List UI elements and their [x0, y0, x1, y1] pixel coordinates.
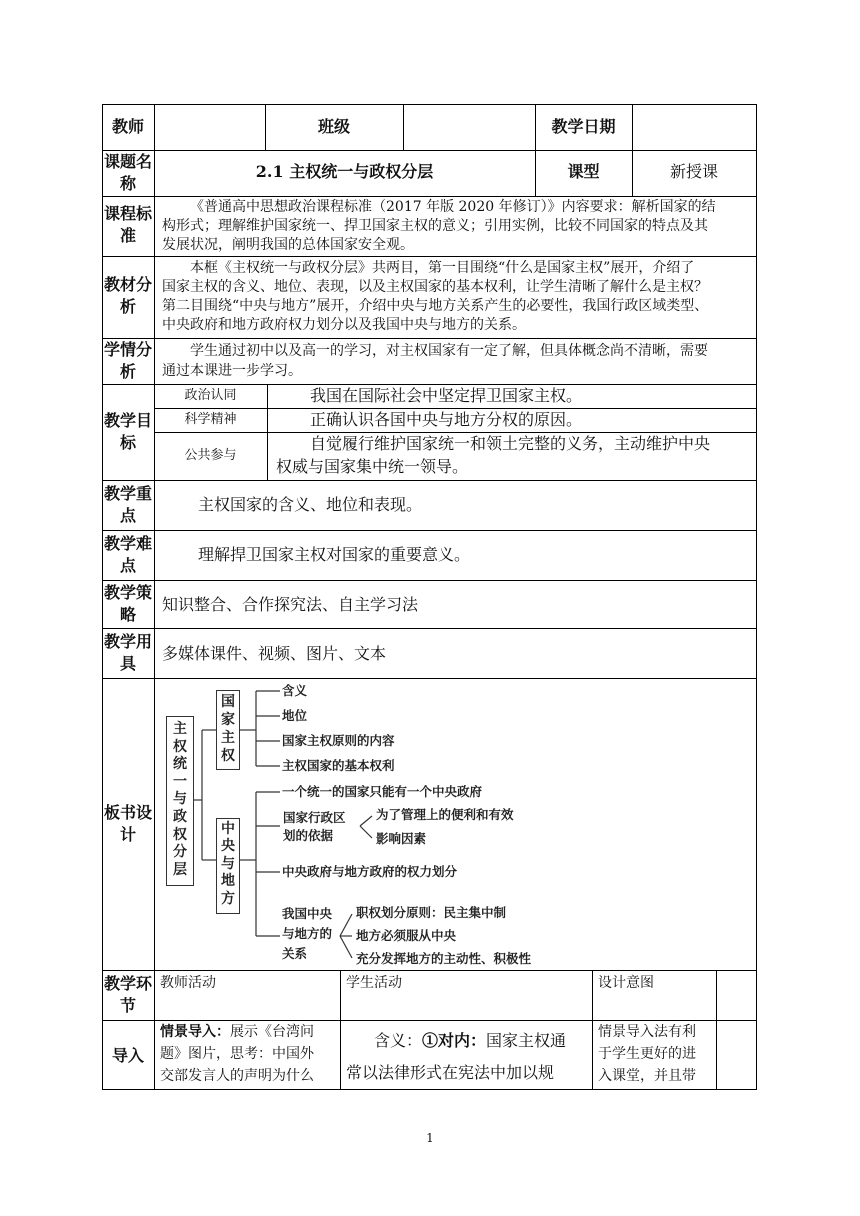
- type-label: 课型: [567, 162, 600, 181]
- material-line-2: 国家主权的含义、地位、表现，以及主权国家的基本权利，让学生清晰了解什么是主权？: [162, 279, 708, 295]
- root-text-char: 权: [173, 738, 187, 755]
- root-text-char: 分: [173, 844, 187, 861]
- student-label: 学情分析: [104, 340, 153, 381]
- class-label: 班级: [317, 117, 350, 136]
- material-line-1: 本框《主权统一与政权分层》共两目，第一目围绕“什么是国家主权”展开，介绍了: [190, 260, 695, 276]
- intro-label: 导入: [111, 1046, 144, 1065]
- board-central-box: [216, 818, 240, 914]
- material-line-4: 中央政府和地方政府权力划分以及我国中央与地方的关系。: [162, 317, 526, 333]
- board-root-box: [166, 716, 194, 886]
- tools-label: 教学用具: [104, 632, 153, 673]
- strategy-label: 教学策略: [104, 583, 153, 624]
- board-admin-item-2: 影响因素: [376, 831, 427, 846]
- board-central-text: [217, 821, 239, 908]
- cen-text-char: 中: [221, 821, 235, 837]
- cen-text-char: 央: [221, 838, 235, 855]
- date-label: 教学日期: [551, 117, 616, 136]
- root-text-char: 主: [173, 721, 187, 737]
- student-line-2: 通过本课进一步学习。: [162, 363, 302, 379]
- intro-teacher-line-3: 交部发言人的声明为什么: [160, 1068, 314, 1084]
- board-rel-label-1: 我国中央: [282, 906, 333, 921]
- cen-text-char: 与: [221, 855, 235, 872]
- board-sov-item-2: 地位: [282, 708, 308, 723]
- material-line-3: 第二目围绕“中央与地方”展开，介绍中央与地方关系产生的必要性，我国行政区域类型、: [162, 298, 709, 314]
- intro-student-meaning: 含义：: [374, 1031, 423, 1050]
- board-root-text: [167, 721, 193, 879]
- goal-text-1: 我国在国际社会中坚定捍卫国家主权。: [310, 386, 583, 405]
- student-activity-header: 学生活动: [346, 975, 402, 991]
- strategy-text: 知识整合、合作探究法、自主学习法: [162, 595, 419, 614]
- intro-student-inner: ①对内：: [422, 1031, 487, 1050]
- diff-text: 理解捍卫国家主权对国家的重要意义。: [198, 545, 471, 564]
- standard-line-3: 发展状况，阐明我国的总体国家安全观。: [162, 237, 414, 253]
- board-rel-label-2: 与地方的: [282, 926, 333, 941]
- topic-value: 2.1 主权统一与政权分层: [255, 162, 434, 181]
- goal-text-3b: 权威与国家集中统一领导。: [276, 457, 469, 476]
- root-text-char: 统: [173, 756, 187, 773]
- intro-teacher-bold: 情景导入：: [160, 1024, 230, 1040]
- goal-text-3a: 自觉履行维护国家统一和领土完整的义务，主动维护中央: [310, 434, 711, 453]
- sov-text-char: 家: [221, 712, 235, 728]
- cen-text-char: 方: [221, 890, 235, 907]
- board-admin-label-2: 划的依据: [283, 828, 334, 843]
- intro-design-line-2: 于学生更好的进: [598, 1046, 696, 1062]
- sov-text-char: 权: [221, 748, 235, 764]
- goal-text-2: 正确认识各国中央与地方分权的原因。: [310, 410, 583, 429]
- board-rel-item-3: 充分发挥地方的主动性、积极性: [356, 951, 532, 966]
- board-sovereignty-box: [216, 690, 240, 770]
- goal-name-2: 科学精神: [184, 412, 237, 427]
- root-text-char: 一: [173, 773, 187, 790]
- intro-teacher-line-2: 题》图片，思考：中国外: [160, 1046, 314, 1062]
- root-text-char: 与: [173, 791, 187, 808]
- root-text-char: 层: [173, 861, 187, 878]
- intro-design-line-1: 情景导入法有利: [598, 1024, 696, 1040]
- tools-text: 多媒体课件、视频、图片、文本: [162, 644, 387, 663]
- goal-name-3: 公共参与: [184, 448, 237, 463]
- intro-student-text: 国家主权通: [486, 1031, 567, 1050]
- key-text: 主权国家的含义、地位和表现。: [198, 495, 423, 514]
- sov-text-char: 主: [221, 730, 235, 746]
- root-text-char: 权: [173, 826, 187, 843]
- standard-line-1: 《普通高中思想政治课程标准（2017 年版 2020 年修订）》内容要求：解析国家的结: [190, 199, 716, 215]
- intro-teacher-line-1: [160, 1022, 314, 1042]
- cen-text-char: 地: [221, 873, 235, 890]
- process-label: 教学环节: [104, 974, 153, 1015]
- standard-label: 课程标准: [104, 204, 153, 245]
- board-label: 板书设计: [104, 803, 153, 844]
- topic-label: 课题名称: [104, 152, 153, 193]
- intro-design-line-3: 入课堂，并且带: [598, 1068, 696, 1084]
- intro-student-line-2: 常以法律形式在宪法中加以规: [346, 1063, 555, 1082]
- standard-line-2: 构形式；理解维护国家统一、捍卫国家主权的意义；引用实例，比较不同国家的特点及其: [162, 218, 708, 234]
- intro-student-line-1: [374, 1030, 566, 1052]
- board-cen-item-3: 中央政府与地方政府的权力划分: [282, 864, 458, 879]
- design-intent-header: 设计意图: [598, 975, 654, 991]
- root-text-char: 政: [173, 808, 187, 825]
- student-line-1: 学生通过初中以及高一的学习，对主权国家有一定了解，但具体概念尚不清晰，需要: [190, 343, 708, 359]
- goal-name-1: 政治认同: [184, 388, 237, 403]
- board-sovereignty-text: [217, 693, 239, 765]
- type-value: 新授课: [669, 162, 718, 181]
- material-label: 教材分析: [104, 275, 153, 316]
- board-sov-item-1: 含义: [282, 683, 308, 698]
- diff-label: 教学难点: [104, 534, 153, 575]
- intro-teacher-text-1: 展示《台湾问: [230, 1024, 314, 1040]
- board-cen-item-1: 一个统一的国家只能有一个中央政府: [282, 784, 483, 799]
- board-rel-item-2: 地方必须服从中央: [356, 928, 457, 943]
- teacher-label: 教师: [111, 117, 144, 136]
- board-admin-label-1: 国家行政区: [283, 810, 346, 825]
- teacher-activity-header: 教师活动: [160, 975, 216, 991]
- board-sov-item-3: 国家主权原则的内容: [282, 733, 395, 748]
- sov-text-char: 国: [221, 694, 235, 710]
- page-number: 1: [426, 1131, 434, 1145]
- goal-label: 教学目标: [104, 411, 153, 452]
- key-label: 教学重点: [104, 484, 153, 525]
- board-rel-label-3: 关系: [282, 946, 308, 961]
- board-rel-item-1: 职权划分原则：民主集中制: [356, 905, 507, 920]
- board-admin-item-1: 为了管理上的便利和有效: [376, 807, 514, 822]
- board-sov-item-4: 主权国家的基本权利: [282, 758, 395, 773]
